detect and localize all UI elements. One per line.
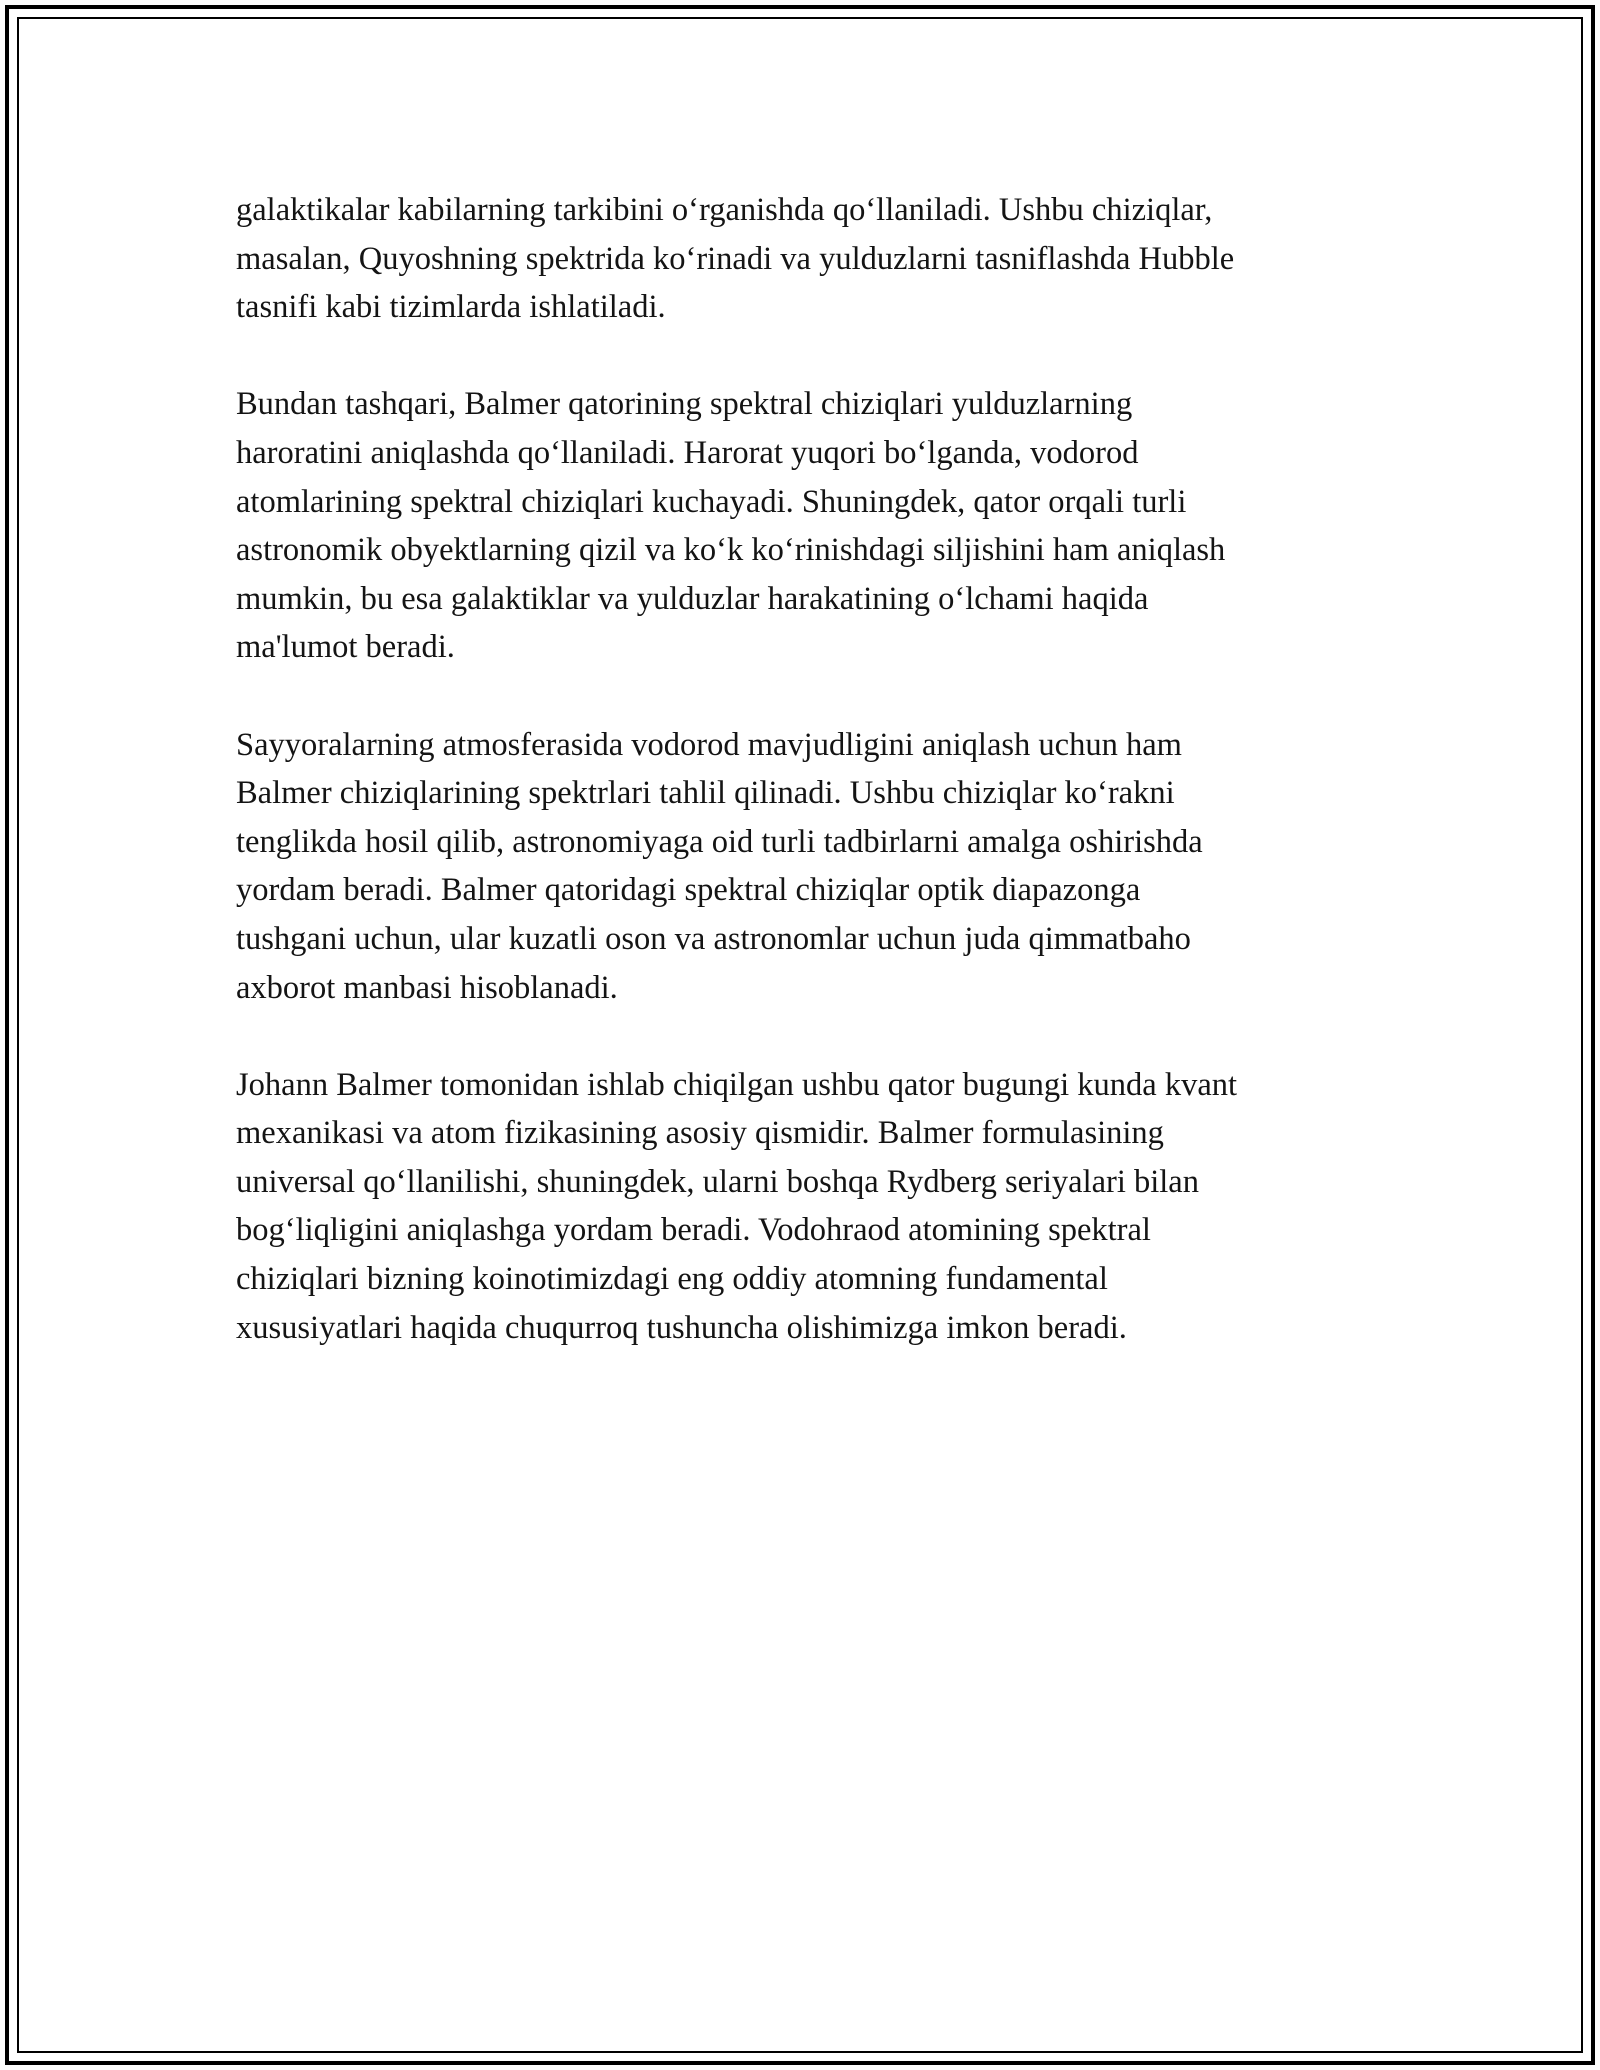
document-body [236, 186, 1376, 1401]
paragraph-1: galaktikalar kabilarning tarkibini o‘rganishda qo‘llaniladi. Ushbu chiziqlar, masalan, Quyoshning spektrida ko‘rinadi va yulduzlarni tasniflashda Hubble tasnifi kabi tizimlarda ishlatiladi. [236, 192, 1235, 326]
paragraph-2: Bundan tashqari, Balmer qatorining spektral chiziqlari yulduzlarning haroratini aniqlashda qo‘llaniladi. Harorat yuqori bo‘lganda, vodorod atomlarining spektral chiziqlari kuchayadi. Shuningdek, qator orqali turli astronomik obyektlarning qizil va ko‘k ko‘rinishdagi siljishini ham aniqlash mumkin, bu esa galaktiklar va yulduzlar harakatining o‘lchami haqida ma'lumot beradi. [236, 386, 1226, 666]
paragraph-4: Johann Balmer tomonidan ishlab chiqilgan ushbu qator bugungi kunda kvant mexanikasi va atom fizikasining asosiy qismidir. Balmer formulasining universal qo‘llanilishi, shuningdek, ularni boshqa Rydberg seriyalari bilan bog‘liqligini aniqlashga yordam beradi. Vodohraod atomining spektral chiziqlari bizning koinotimizdagi eng oddiy atomning fundamental xususiyatlari haqida chuqurroq tushuncha olishimizga imkon beradi. [236, 1066, 1238, 1346]
paragraph-3: Sayyoralarning atmosferasida vodorod mavjudligini aniqlash uchun ham Balmer chiziqlarining spektrlari tahlil qilinadi. Ushbu chiziqlar ko‘rakni tenglikda hosil qilib, astronomiyaga oid turli tadbirlarni amalga oshirishda yordam beradi. Balmer qatoridagi spektral chiziqlar optik diapazonga tushgani uchun, ular kuzatli oson va astronomlar uchun juda qimmatbaho axborot manbasi hisoblanadi. [236, 726, 1203, 1006]
